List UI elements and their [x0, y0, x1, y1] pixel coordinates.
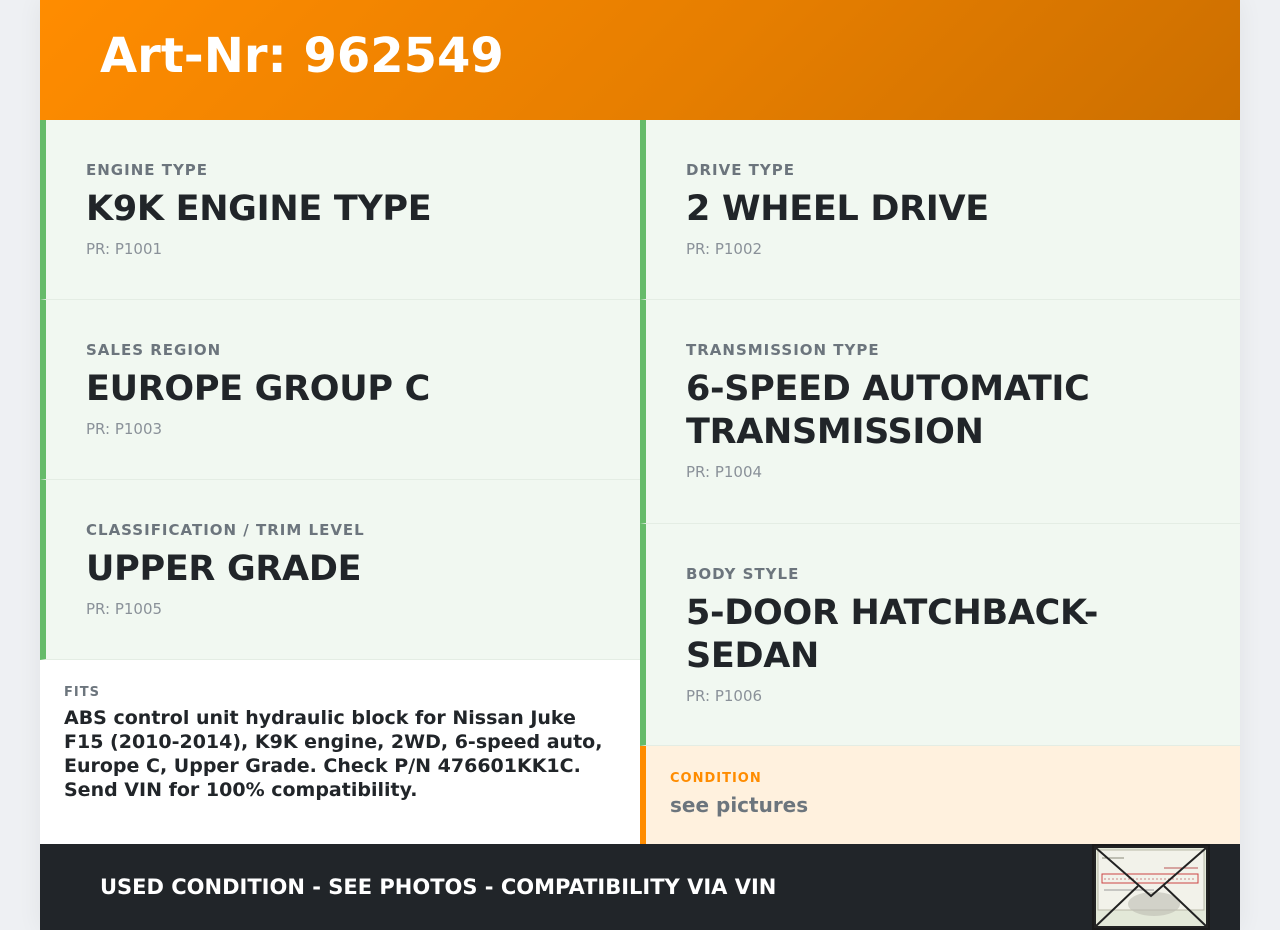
condition-value: see pictures — [670, 793, 809, 817]
condition-label: CONDITION — [670, 771, 762, 786]
spec-pr-code: PR: P1001 — [86, 240, 163, 258]
spec-value: 6-SPEED AUTOMATIC TRANSMISSION — [686, 369, 1090, 452]
left-spec-column — [40, 120, 640, 660]
spec-card-sales-region — [40, 300, 640, 480]
spec-value: EUROPE GROUP C — [86, 369, 430, 409]
footer-notice: USED CONDITION - SEE PHOTOS - COMPATIBILITY VIA VIN — [100, 875, 777, 899]
envelope-label-photo-icon — [1094, 846, 1208, 928]
spec-card-engine-type — [40, 120, 640, 300]
spec-card-trim-level — [40, 480, 640, 660]
spec-label: CLASSIFICATION / TRIM LEVEL — [86, 521, 365, 539]
article-number-title: Art-Nr: 962549 — [100, 28, 504, 84]
condition-section — [640, 746, 1240, 844]
fits-description: ABS control unit hydraulic block for Nissan Juke F15 (2010-2014), K9K engine, 2WD, 6-speed auto, Europe C, Upper Grade. Check P/N 476601KK1C. Send VIN for 100% compatibility. — [64, 707, 603, 801]
spec-card-transmission-type — [640, 300, 1240, 524]
fits-section — [40, 660, 640, 844]
spec-value: 2 WHEEL DRIVE — [686, 189, 989, 229]
spec-pr-code: PR: P1002 — [686, 240, 763, 258]
spec-label: TRANSMISSION TYPE — [686, 341, 880, 359]
spec-value: 5-DOOR HATCHBACK-SEDAN — [686, 593, 1099, 676]
spec-label: ENGINE TYPE — [86, 161, 209, 179]
fits-label: FITS — [64, 685, 100, 700]
footer-bar — [40, 844, 1240, 930]
spec-label: BODY STYLE — [686, 565, 800, 583]
spec-pr-code: PR: P1003 — [86, 420, 163, 438]
right-spec-column — [640, 120, 1240, 746]
spec-pr-code: PR: P1006 — [686, 687, 763, 705]
spec-card-drive-type — [640, 120, 1240, 300]
spec-label: SALES REGION — [86, 341, 222, 359]
header-banner — [40, 0, 1240, 120]
spec-pr-code: PR: P1004 — [686, 463, 763, 481]
spec-sheet — [40, 0, 1240, 930]
spec-value: K9K ENGINE TYPE — [86, 189, 432, 229]
spec-value: UPPER GRADE — [86, 549, 362, 589]
part-photo-thumbnail[interactable] — [1092, 844, 1210, 930]
spec-label: DRIVE TYPE — [686, 161, 795, 179]
spec-pr-code: PR: P1005 — [86, 600, 163, 618]
spec-card-body-style — [640, 524, 1240, 746]
